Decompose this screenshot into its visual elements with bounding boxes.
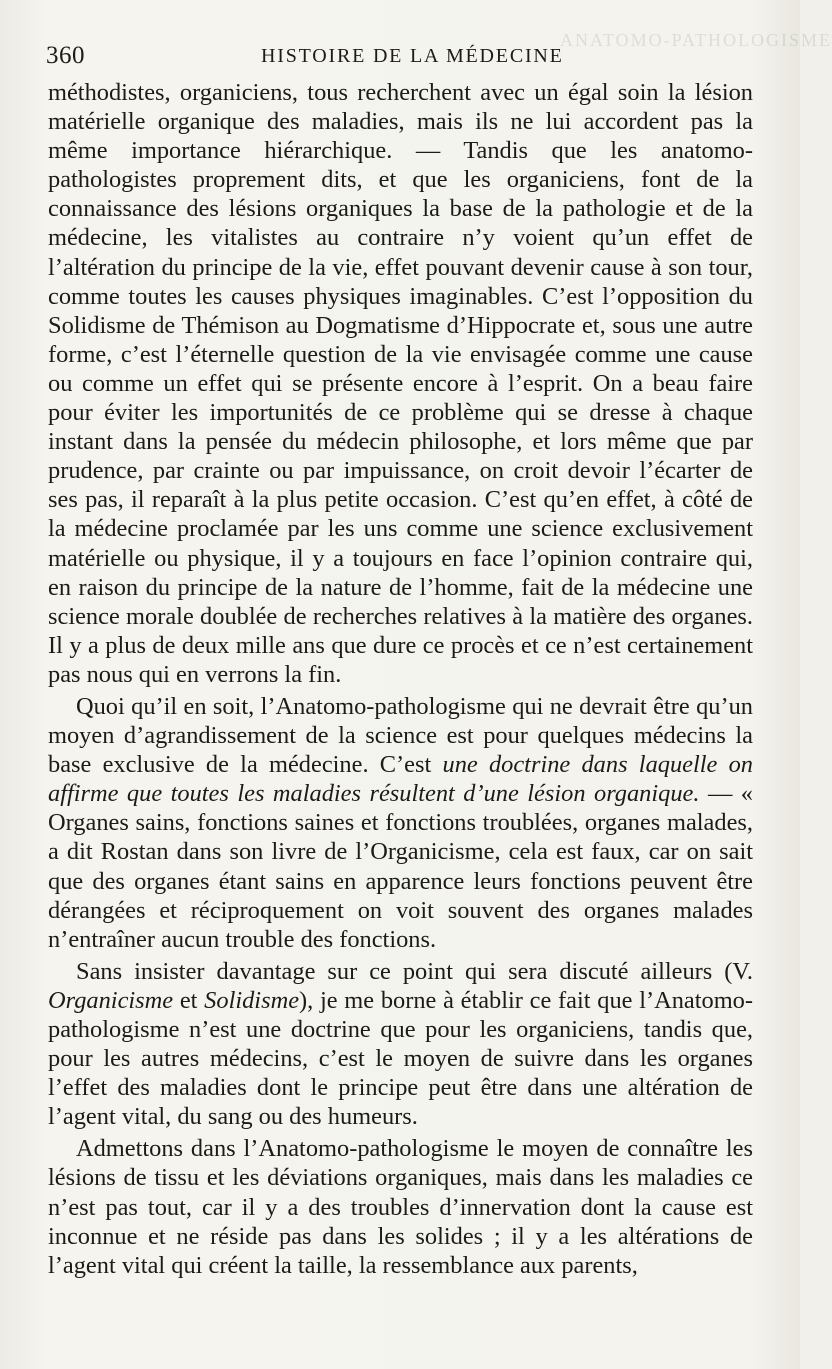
paragraph-3: Sans insister davantage sur ce point qui sera discuté ailleurs (V. Organicisme et Solidisme), je me borne à établir ce fait que l’Anatomo-pathologisme n’est une doctrine que pour les organiciens, tandis que, pour les autres médecins, c’est le moyen de suivre dans les organes l’effet des maladies dont le principe peut être dans une altération de l’agent vital, du sang ou des humeurs. — [48, 957, 753, 1131]
body-text — [48, 78, 753, 1280]
italic-reference-organicisme: Organicisme — [48, 986, 174, 1014]
paragraph-2: Quoi qu’il en soit, l’Anatomo-pathologisme qui ne devrait être qu’un moyen d’agrandissement de la science est pour quelques médecins la base exclusive de la médecine. C’est une doctrine dans laquelle on affirme que toutes les maladies résultent d’une lésion organique. — « Organes sains, fonctions saines et fonctions troublées, organes malades, a dit Rostan dans son livre de l’Organicisme, cela est faux, car on sait que des organes étant sains en apparence leurs fonctions peuvent être dérangées et réciproquement on voit souvent des organes malades n’entraîner aucun trouble des fonctions. — [48, 692, 753, 953]
show-through-text: ANATOMO-PATHOLOGISME — [560, 30, 832, 50]
page-header — [46, 42, 760, 76]
italic-reference-solidisme: Solidisme — [204, 986, 300, 1014]
paragraph-1: méthodistes, organiciens, tous recherchent avec un égal soin la lésion matérielle organique des maladies, mais ils ne lui accordent pas la même importance hiérarchique. — Tandis que les anatomo-pathologistes proprement dits, et que les organiciens, font de la connaissance des lésions organiques la base de la pathologie et de la médecine, les vitalistes au contraire n’y voient qu’un effet de l’altération du principe de la vie, effet pouvant devenir cause à son tour, comme toutes les causes physiques imaginables. C’est l’opposition du Solidisme de Thémison au Dogmatisme d’Hippocrate et, sous une autre forme, c’est l’éternelle question de la vie envisagée comme une cause ou comme un effet qui se présente encore à l’esprit. On a beau faire pour éviter les importunités de ce problème qui se dresse à chaque instant dans la pensée du médecin philosophe, et lors même que par prudence, par crainte ou par impuissance, on croit devoir l’écarter de ses pas, il reparaît à la plus petite occasion. C’est qu’en effet, à côté de la médecine proclamée par les uns comme une science exclusivement matérielle ou physique, il y a toujours en face l’opinion contraire qui, en raison du principe de la nature de l’homme, fait de la médecine une science morale doublée de recherches relatives à la matière des organes. Il y a plus de deux mille ans que dure ce procès et ce n’est certainement pas nous qui en verrons la fin. — [48, 79, 753, 688]
paragraph-4: Admettons dans l’Anatomo-pathologisme le moyen de connaître les lésions de tissu et les déviations organiques, mais dans les maladies ce n’est pas tout, car il y a des troubles d’innervation dont la cause est inconnue et ne réside pas dans les solides ; il y a les altérations de l’agent vital qui créent la taille, la ressemblance aux parents, — [48, 1135, 753, 1279]
running-title: HISTOIRE DE LA MÉDECINE — [261, 45, 564, 67]
page-number: 360 — [46, 42, 85, 69]
italic-definition: une doctrine dans laquelle on affirme que toutes les maladies résultent d’une lésion organique. — [48, 751, 753, 808]
